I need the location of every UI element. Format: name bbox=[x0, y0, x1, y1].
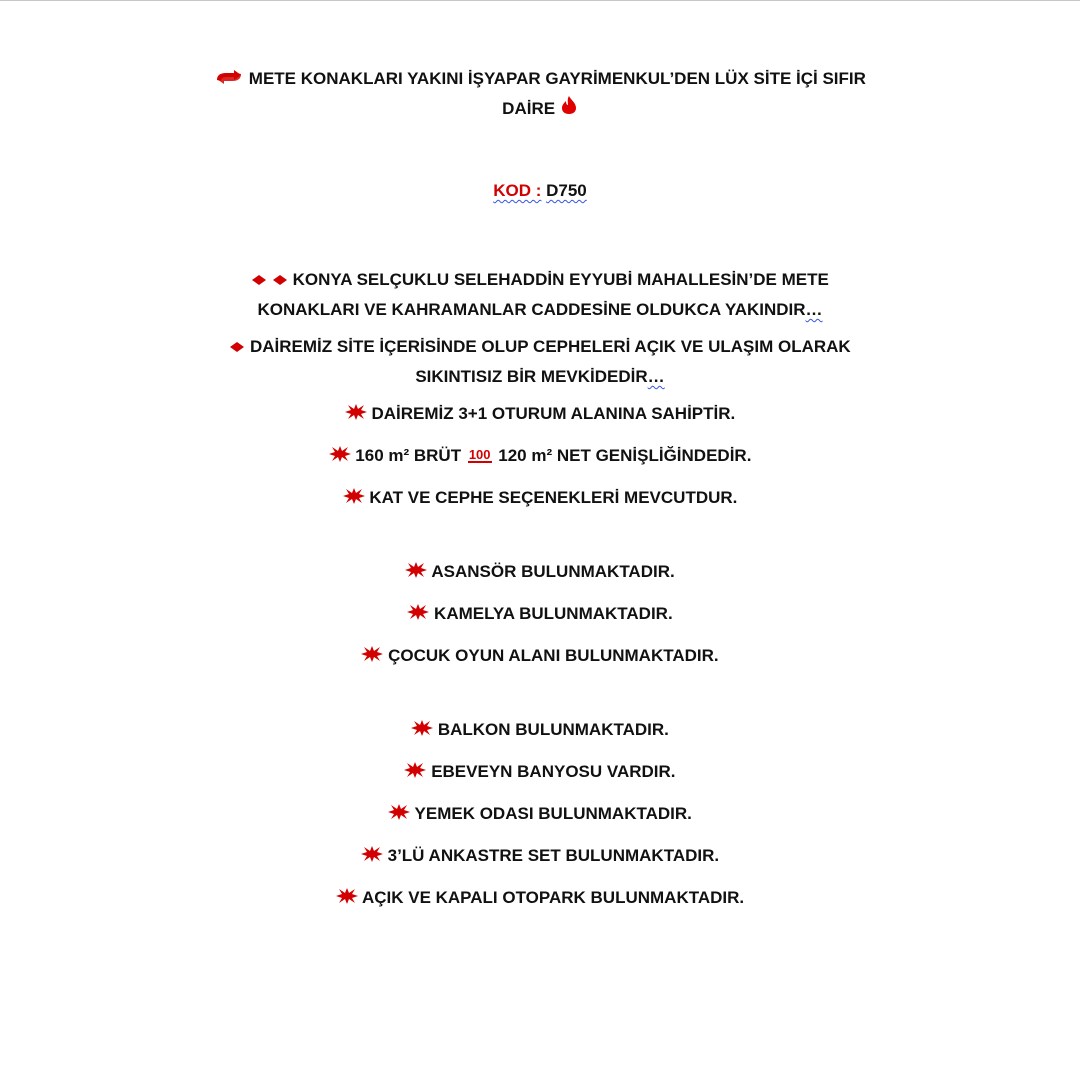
amenity-text: AÇIK VE KAPALI OTOPARK BULUNMAKTADIR. bbox=[361, 888, 745, 908]
amenity-item bbox=[140, 641, 940, 671]
spec-rooms bbox=[140, 399, 940, 429]
amenity-text: BALKON BULUNMAKTADIR. bbox=[437, 720, 669, 740]
red-starburst-icon bbox=[343, 484, 365, 513]
red-diamond-icon bbox=[229, 333, 245, 362]
amenity-item bbox=[140, 883, 940, 913]
title bbox=[140, 64, 940, 124]
code-value: D750 bbox=[546, 181, 587, 201]
hundred-points-icon: 100 bbox=[468, 447, 491, 463]
red-starburst-icon bbox=[329, 442, 351, 471]
title-line-1: METE KONAKLARI YAKINI İŞYAPAR GAYRİMENKUL’DEN LÜX SİTE İÇİ SIFIR bbox=[248, 69, 866, 88]
amenity-item bbox=[140, 715, 940, 745]
amenity-text: KAMELYA BULUNMAKTADIR. bbox=[434, 604, 673, 624]
area-net-text: 120 m² NET GENİŞLİĞİNDEDİR. bbox=[498, 446, 752, 466]
red-starburst-icon bbox=[336, 884, 358, 913]
red-starburst-icon bbox=[388, 800, 410, 829]
site-line-2: SIKINTISIZ BİR MEVKİDEDİR bbox=[415, 367, 648, 387]
amenity-item bbox=[140, 757, 940, 787]
red-starburst-icon bbox=[407, 600, 429, 629]
red-starburst-icon bbox=[404, 758, 426, 787]
amenity-text: ÇOCUK OYUN ALANI BULUNMAKTADIR. bbox=[388, 646, 719, 666]
amenity-text: EBEVEYN BANYOSU VARDIR. bbox=[431, 762, 676, 782]
location-paragraph-1 bbox=[140, 265, 940, 324]
location-ellipsis-2: … bbox=[647, 367, 665, 387]
red-starburst-icon bbox=[361, 642, 383, 671]
location-ellipsis-1: … bbox=[805, 300, 823, 320]
repeat-arrow-icon bbox=[214, 65, 244, 94]
amenity-item bbox=[140, 799, 940, 829]
spec-area bbox=[140, 441, 940, 471]
title-line-2: DAİRE bbox=[502, 99, 556, 119]
rooms-text: DAİREMİZ 3+1 OTURUM ALANINA SAHİPTİR. bbox=[371, 404, 736, 424]
red-starburst-icon bbox=[411, 716, 433, 745]
site-line-1: DAİREMİZ SİTE İÇERİSİNDE OLUP CEPHELERİ AÇIK VE ULAŞIM OLARAK bbox=[250, 337, 851, 357]
page-top-rule bbox=[0, 0, 1080, 1]
code-label: KOD : bbox=[493, 181, 542, 201]
location-paragraph-2 bbox=[140, 332, 940, 391]
fire-icon bbox=[560, 95, 578, 124]
spec-options bbox=[140, 483, 940, 513]
amenity-item bbox=[140, 841, 940, 871]
document-body bbox=[140, 64, 940, 913]
red-diamond-icon bbox=[272, 266, 288, 295]
options-text: KAT VE CEPHE SEÇENEKLERİ MEVCUTDUR. bbox=[369, 488, 738, 508]
listing-code bbox=[140, 176, 940, 205]
red-starburst-icon bbox=[345, 400, 367, 429]
area-gross-text: 160 m² BRÜT bbox=[355, 446, 462, 466]
amenity-text: 3’LÜ ANKASTRE SET BULUNMAKTADIR. bbox=[387, 846, 720, 866]
amenity-text: YEMEK ODASI BULUNMAKTADIR. bbox=[414, 804, 692, 824]
amenity-text: ASANSÖR BULUNMAKTADIR. bbox=[431, 562, 675, 582]
location-line-2: KONAKLARI VE KAHRAMANLAR CADDESİNE OLDUKCA YAKINDIR bbox=[257, 300, 806, 320]
amenity-item bbox=[140, 557, 940, 587]
red-starburst-icon bbox=[361, 842, 383, 871]
amenity-item bbox=[140, 599, 940, 629]
location-line-1: KONYA SELÇUKLU SELEHADDİN EYYUBİ MAHALLESİN’DE METE bbox=[292, 270, 829, 290]
red-starburst-icon bbox=[405, 558, 427, 587]
red-diamond-icon bbox=[251, 266, 267, 295]
